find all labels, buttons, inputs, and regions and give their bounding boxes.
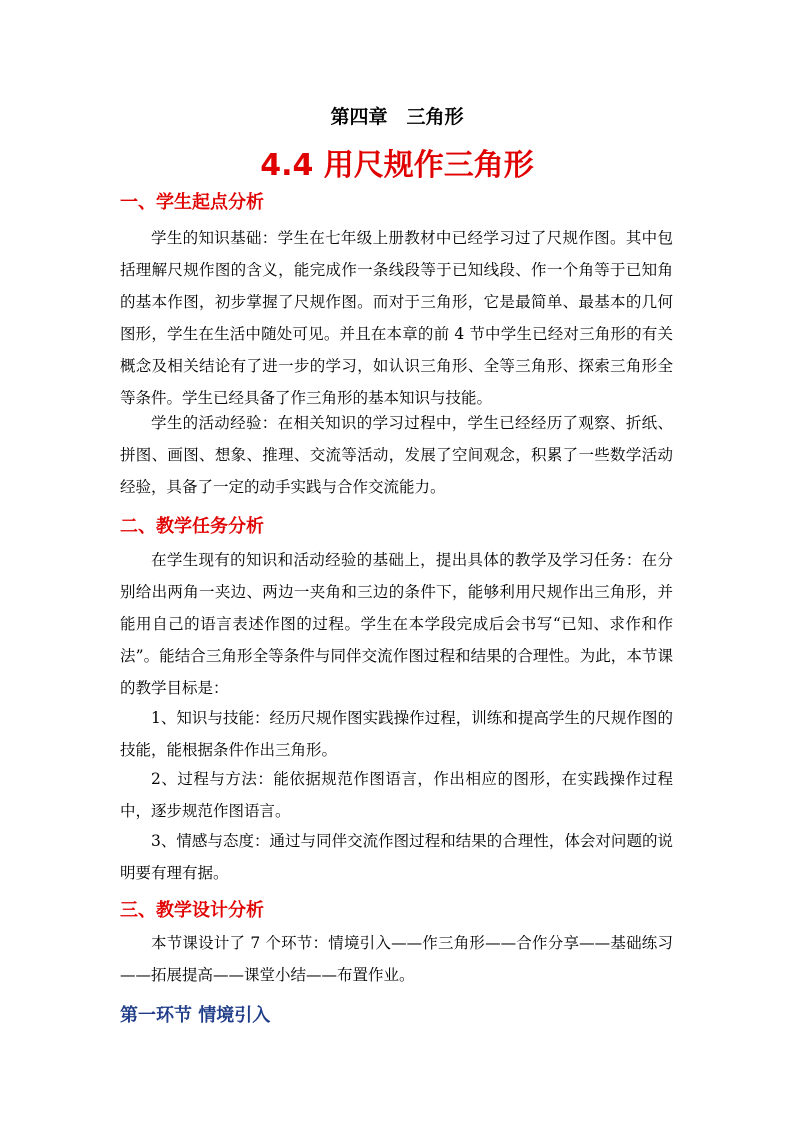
chapter-heading: 第四章 三角形: [330, 106, 464, 128]
paragraph-goal-emotion: 3、情感与态度：通过与同伴交流作图过程和结果的合理性，体会对问题的说明要有理有据。: [120, 832, 673, 882]
section-heading-student-analysis: 一、学生起点分析: [120, 192, 264, 213]
subsection-heading-intro: 第一环节 情境引入: [120, 1005, 271, 1026]
paragraph-goal-process: 2、过程与方法：能依据规范作图语言，作出相应的图形，在实践操作过程中，逐步规范作图语言。: [120, 770, 673, 820]
section-heading-task-analysis: 二、教学任务分析: [120, 516, 264, 537]
lesson-title: 4.4 用尺规作三角形: [260, 148, 534, 183]
section-heading-design-analysis: 三、教学设计分析: [120, 900, 264, 921]
paragraph-goal-knowledge: 1、知识与技能：经历尺规作图实践操作过程，训练和提高学生的尺规作图的技能，能根据条件作出三角形。: [120, 709, 673, 759]
paragraph-knowledge-base: 学生的知识基础：学生在七年级上册教材中已经学习过了尺规作图。其中包括理解尺规作图的含义，能完成作一条线段等于已知线段、作一个角等于已知角的基本作图，初步掌握了尺规作图。而对于三角形，它是最简单、最基本的几何图形，学生在生活中随处可见。并且在本章的前 4 节中学生已经对三角形的有关概念及相关结论有了进一步的学习，如认识三角形、全等三角形、探索三角形全等条件。学生已经具备了作三角形的基本知识与技能。: [120, 229, 673, 407]
paragraph-tasks: 在学生现有的知识和活动经验的基础上，提出具体的教学及学习任务：在分别给出两角一夹边、两边一夹角和三边的条件下，能够利用尺规作出三角形，并能用自己的语言表述作图的过程。学生在本学段完成后会书写“已知、求作和作法”。能结合三角形全等条件与同伴交流作图过程和结果的合理性。为此，本节课的教学目标是：: [120, 551, 673, 697]
paragraph-design-overview: 本节课设计了 7 个环节：情境引入——作三角形——合作分享——基础练习——拓展提高——课堂小结——布置作业。: [120, 934, 673, 984]
paragraph-activity-experience: 学生的活动经验：在相关知识的学习过程中，学生已经经历了观察、折纸、拼图、画图、想象、推理、交流等活动，发展了空间观念，积累了一些数学活动经验，具备了一定的动手实践与合作交流能力。: [120, 414, 673, 496]
